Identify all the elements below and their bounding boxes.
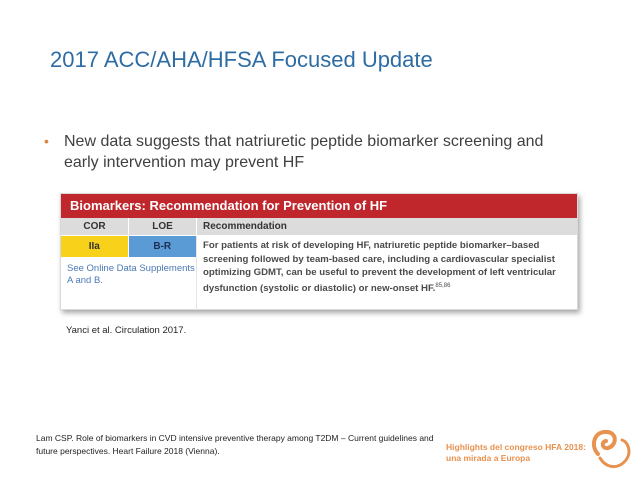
event-brand [446, 442, 586, 464]
column-loe: LOE [129, 218, 197, 235]
table-header: Biomarkers: Recommendation for Prevention of HF [61, 194, 577, 218]
slide-title: 2017 ACC/AHA/HFSA Focused Update [50, 47, 433, 72]
slide-reference: Lam CSP. Role of biomarkers in CVD intensive preventive therapy among T2DM – Current guidelines and future perspectives. Heart Failure 2018 (Vienna). [36, 433, 434, 456]
bullet-text: New data suggests that natriuretic peptide biomarker screening and early intervention may prevent HF [64, 133, 544, 171]
event-line-1: Highlights del congreso HFA 2018: [446, 442, 586, 452]
recommendation-body: For patients at risk of developing HF, natriuretic peptide biomarker–based screening followed by team-based care, including a cardiovascular specialist optimizing GDMT, can be useful to prevent the development of left ventricular dysfunction (systolic or diastolic) or new-onset HF. [203, 240, 556, 294]
column-recommendation: Recommendation [203, 221, 287, 232]
recommendation-table [60, 193, 578, 310]
column-cor: COR [61, 218, 129, 235]
heart-swirl-icon [588, 424, 634, 476]
supplements-link: See Online Data Supplements A and B. [67, 263, 195, 286]
bullet-dot-icon: • [44, 133, 49, 149]
table-citation: Yanci et al. Circulation 2017. [66, 325, 187, 336]
table-row [61, 236, 577, 310]
bullet-point [44, 131, 564, 173]
recommendation-refs: 85,86 [435, 282, 451, 289]
row-badges [61, 236, 196, 257]
table-column-headers [61, 218, 577, 236]
recommendation-text [197, 236, 577, 310]
cor-badge: IIa [61, 236, 129, 257]
event-line-2: una mirada a Europa [446, 453, 531, 463]
row-left-cell [61, 236, 197, 310]
loe-badge: B-R [129, 236, 197, 257]
